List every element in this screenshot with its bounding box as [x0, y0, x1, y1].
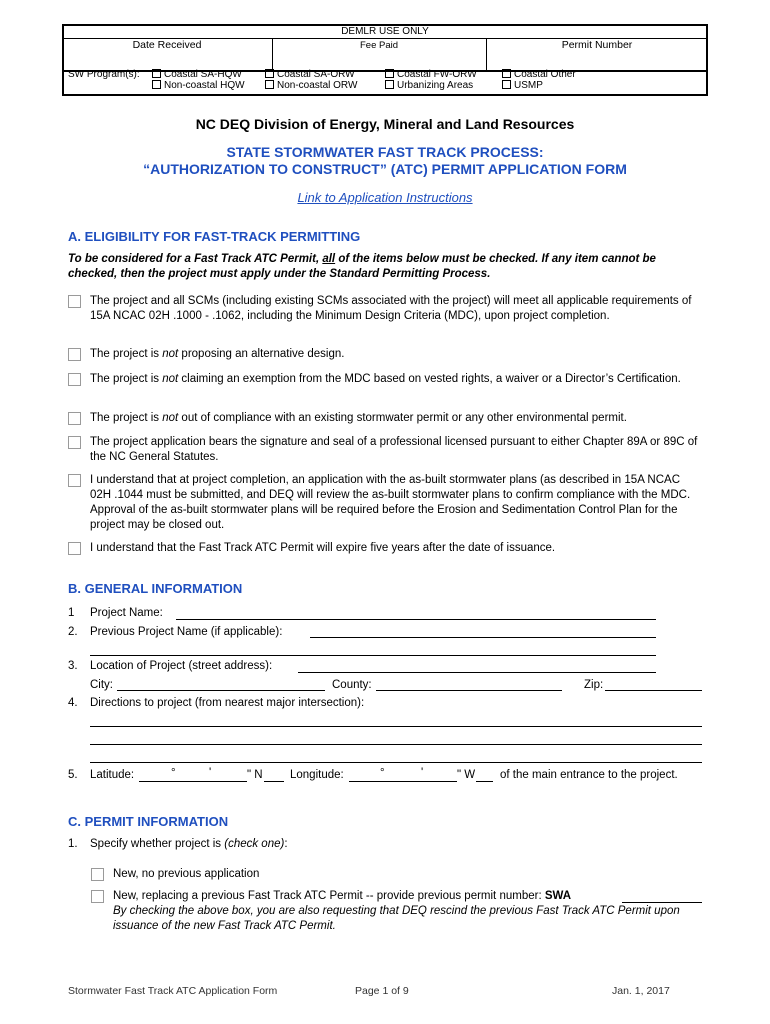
sw-option[interactable]: Non-coastal HQW: [152, 80, 245, 92]
new-application-checkbox[interactable]: [91, 868, 104, 881]
fee-paid-label: Fee Paid: [359, 40, 399, 51]
section-a-heading: A. ELIGIBILITY FOR FAST-TRACK PERMITTING: [68, 229, 361, 244]
location-label: Location of Project (street address):: [90, 660, 273, 672]
new-application-label: New, no previous application: [113, 868, 260, 880]
form-title-line1: STATE STORMWATER FAST TRACK PROCESS:: [226, 144, 544, 160]
eligibility-checkbox[interactable]: [68, 295, 81, 308]
street-address-input[interactable]: [298, 672, 656, 673]
rescind-note: By checking the above box, you are also requesting that DEQ rescind the previous Fast Track ATC Permit upon issuance of the new Fast Track ATC Permit.: [113, 905, 680, 932]
directions-input-line3[interactable]: [90, 762, 702, 763]
main-entrance-text: of the main entrance to the project.: [500, 769, 678, 781]
zip-label: Zip:: [584, 679, 604, 691]
previous-permit-number-input[interactable]: [622, 902, 702, 903]
department-heading: NC DEQ Division of Energy, Mineral and Land Resources: [195, 116, 575, 132]
seconds-west: " W: [457, 769, 476, 781]
sw-option[interactable]: Coastal FW-ORW: [385, 69, 477, 81]
county-input[interactable]: [376, 690, 562, 691]
degree-symbol: °: [171, 767, 176, 779]
footer-page-number: Page 1 of 9: [355, 985, 409, 997]
eligibility-item-scms: The project and all SCMs (including existing SCMs associated with the project) will meet all applicable requirements of 15A NCAC 02H .1000 - .1062, including the Minimum Design Criteria (MDC), upon project completion.: [90, 295, 692, 322]
date-received-label: Date Received: [132, 39, 202, 51]
footer-form-name: Stormwater Fast Track ATC Application Form: [68, 985, 278, 997]
degree-symbol: °: [380, 767, 385, 779]
eligibility-item-expiration: I understand that the Fast Track ATC Permit will expire five years after the date of issuance.: [90, 542, 556, 554]
eligibility-checkbox[interactable]: [68, 373, 81, 386]
eligibility-checkbox[interactable]: [68, 474, 81, 487]
footer-date: Jan. 1, 2017: [612, 985, 670, 997]
eligibility-checkbox[interactable]: [68, 542, 81, 555]
section-c-heading: C. PERMIT INFORMATION: [68, 814, 229, 829]
checkbox-icon[interactable]: [152, 69, 161, 78]
minute-symbol: ': [421, 767, 424, 779]
checkbox-icon[interactable]: [385, 69, 394, 78]
sw-option[interactable]: USMP: [502, 80, 543, 92]
section-b-heading: B. GENERAL INFORMATION: [68, 581, 243, 596]
previous-project-name-input-line2[interactable]: [90, 655, 656, 656]
previous-project-name-input[interactable]: [310, 637, 656, 638]
item-number: 1: [68, 607, 75, 619]
city-label: City:: [90, 679, 113, 691]
replacing-permit-checkbox[interactable]: [91, 890, 104, 903]
eligibility-item-exemption: The project is not claiming an exemption from the MDC based on vested rights, a waiver or a Director’s Certification.: [90, 373, 681, 385]
eligibility-item-compliance: The project is not out of compliance with an existing stormwater permit or any other environmental permit.: [90, 412, 627, 424]
checkbox-icon[interactable]: [502, 80, 511, 89]
latitude-label: Latitude:: [90, 769, 135, 781]
eligibility-item-professional-seal: The project application bears the signature and seal of a professional licensed pursuant to either Chapter 89A or 89C of the NC General Statutes.: [90, 436, 698, 463]
minute-symbol: ': [209, 767, 212, 779]
city-input[interactable]: [117, 690, 325, 691]
seconds-north: " N: [247, 769, 263, 781]
eligibility-item-alternative-design: The project is not proposing an alternative design.: [90, 348, 345, 360]
eligibility-checkbox[interactable]: [68, 412, 81, 425]
directions-input-line1[interactable]: [90, 726, 702, 727]
sw-program-label: SW Program(s):: [68, 69, 140, 80]
item-number: 3.: [68, 660, 78, 672]
checkbox-icon[interactable]: [265, 69, 274, 78]
sw-option[interactable]: Coastal SA-ORW: [265, 69, 355, 81]
form-title-line2: “AUTHORIZATION TO CONSTRUCT” (ATC) PERMIT APPLICATION FORM: [143, 161, 627, 177]
project-name-label: Project Name:: [90, 607, 163, 619]
sw-option[interactable]: Non-coastal ORW: [265, 80, 357, 92]
section-a-intro: To be considered for a Fast Track ATC Permit, all of the items below must be checked. If any item cannot be checked, then the project must apply under the Standard Permitting Process.: [68, 253, 656, 280]
previous-project-name-label: Previous Project Name (if applicable):: [90, 626, 283, 638]
zip-input[interactable]: [605, 690, 702, 691]
item-number: 5.: [68, 769, 78, 781]
permit-number-label: Permit Number: [561, 39, 633, 51]
item-number: 2.: [68, 626, 78, 638]
checkbox-icon[interactable]: [152, 80, 161, 89]
demlr-title: DEMLR USE ONLY: [64, 26, 706, 39]
sw-option[interactable]: Coastal SA-HQW: [152, 69, 242, 81]
project-name-input[interactable]: [176, 619, 656, 620]
county-label: County:: [332, 679, 372, 691]
item-number: 1.: [68, 838, 78, 850]
divider: [272, 39, 273, 70]
eligibility-checkbox[interactable]: [68, 436, 81, 449]
sw-option[interactable]: Coastal Other: [502, 69, 576, 81]
replacing-permit-label: New, replacing a previous Fast Track ATC Permit -- provide previous permit number: SWA: [113, 890, 572, 902]
checkbox-icon[interactable]: [385, 80, 394, 89]
directions-input-line2[interactable]: [90, 744, 702, 745]
sw-option[interactable]: Urbanizing Areas: [385, 80, 473, 92]
divider: [486, 39, 487, 70]
eligibility-checkbox[interactable]: [68, 348, 81, 361]
longitude-label: Longitude:: [290, 769, 344, 781]
specify-project-type: Specify whether project is (check one):: [90, 838, 288, 850]
instructions-link[interactable]: Link to Application Instructions: [297, 190, 473, 205]
eligibility-item-as-built: I understand that at project completion, an application with the as-built stormwater plans (as described in 15A NCAC 02H .1044 must be submitted, and DEQ will review the as-built stormwater plans to confirm compliance with the MDC. Approval of the as-built stormwater plans will be required before the Erosion and Sedimentation Control Plan for the project may be closed out.: [90, 474, 691, 531]
directions-label: Directions to project (from nearest major intersection):: [90, 697, 365, 709]
item-number: 4.: [68, 697, 78, 709]
checkbox-icon[interactable]: [265, 80, 274, 89]
checkbox-icon[interactable]: [502, 69, 511, 78]
